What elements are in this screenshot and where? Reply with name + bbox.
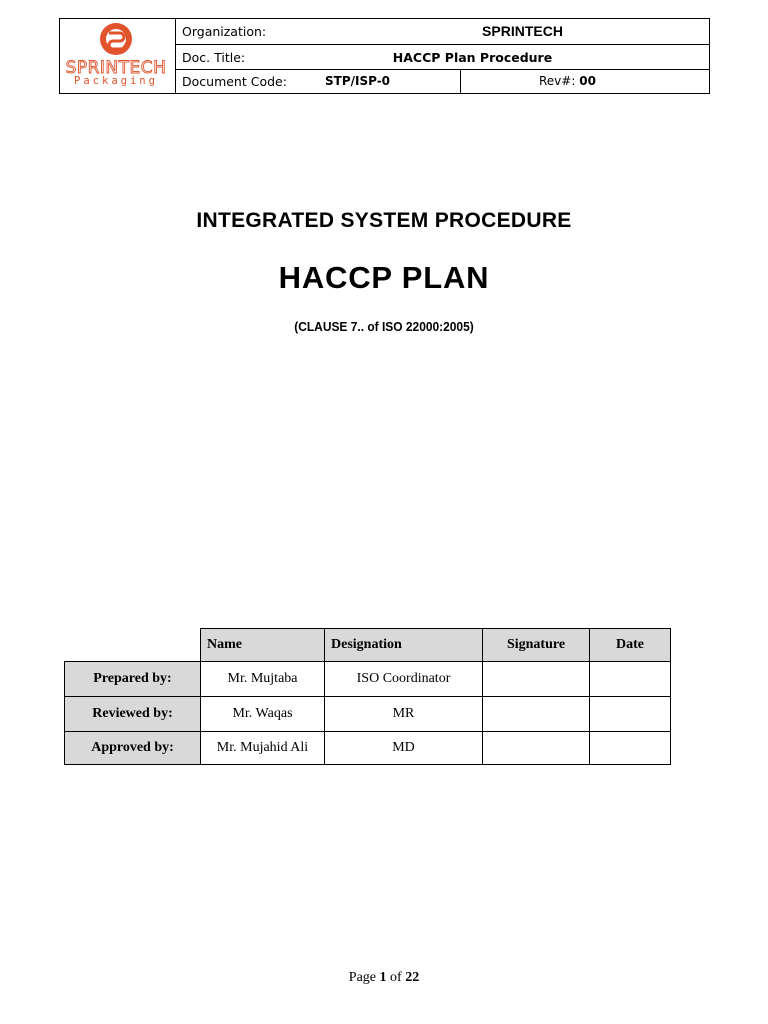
sprintech-logo-icon (60, 19, 176, 93)
row-label-prepared: Prepared by: (64, 661, 201, 697)
doc-code-value: STP/ISP-0 (325, 74, 391, 88)
doc-title-label: Doc. Title: (182, 50, 246, 65)
reviewed-by-date (589, 696, 671, 732)
column-header-designation: Designation (324, 628, 483, 662)
company-logo (60, 19, 176, 93)
logo-wordmark: SPRINTECH (65, 58, 167, 78)
logo-subtitle: Packaging (74, 75, 158, 87)
column-header-name: Name (200, 628, 325, 662)
approved-by-date (589, 731, 671, 765)
reviewed-by-name: Mr. Waqas (200, 696, 325, 732)
organization-label: Organization: (182, 24, 267, 39)
doc-code-label: Document Code: (182, 74, 287, 89)
prepared-by-name: Mr. Mujtaba (200, 661, 325, 697)
reviewed-by-signature (482, 696, 590, 732)
revision-value: 00 (579, 74, 596, 88)
column-header-date: Date (589, 628, 671, 662)
row-label-reviewed: Reviewed by: (64, 696, 201, 732)
reviewed-by-designation: MR (324, 696, 483, 732)
document-header (59, 18, 710, 94)
prepared-by-signature (482, 661, 590, 697)
of-word: of (390, 970, 402, 985)
organization-value: SPRINTECH (482, 23, 563, 39)
prepared-by-designation: ISO Coordinator (324, 661, 483, 697)
doc-title-row (176, 45, 709, 70)
doc-code-row (176, 70, 709, 93)
approval-table (64, 628, 671, 765)
approved-by-name: Mr. Mujahid Ali (200, 731, 325, 765)
revision-cell (460, 70, 709, 93)
procedure-type-heading: INTEGRATED SYSTEM PROCEDURE (196, 209, 572, 232)
organization-row (176, 19, 709, 45)
doc-title-value: HACCP Plan Procedure (392, 50, 553, 65)
document-title: HACCP PLAN (278, 260, 490, 295)
page-number (0, 970, 768, 986)
page-word: Page (348, 970, 377, 985)
approved-by-designation: MD (324, 731, 483, 765)
clause-reference: (CLAUSE 7.. of ISO 22000:2005) (294, 319, 474, 334)
column-header-signature: Signature (482, 628, 590, 662)
total-pages: 22 (405, 970, 420, 985)
current-page: 1 (379, 970, 387, 985)
row-label-approved: Approved by: (64, 731, 201, 765)
revision-label: Rev#: (539, 74, 576, 88)
prepared-by-date (589, 661, 671, 697)
approved-by-signature (482, 731, 590, 765)
